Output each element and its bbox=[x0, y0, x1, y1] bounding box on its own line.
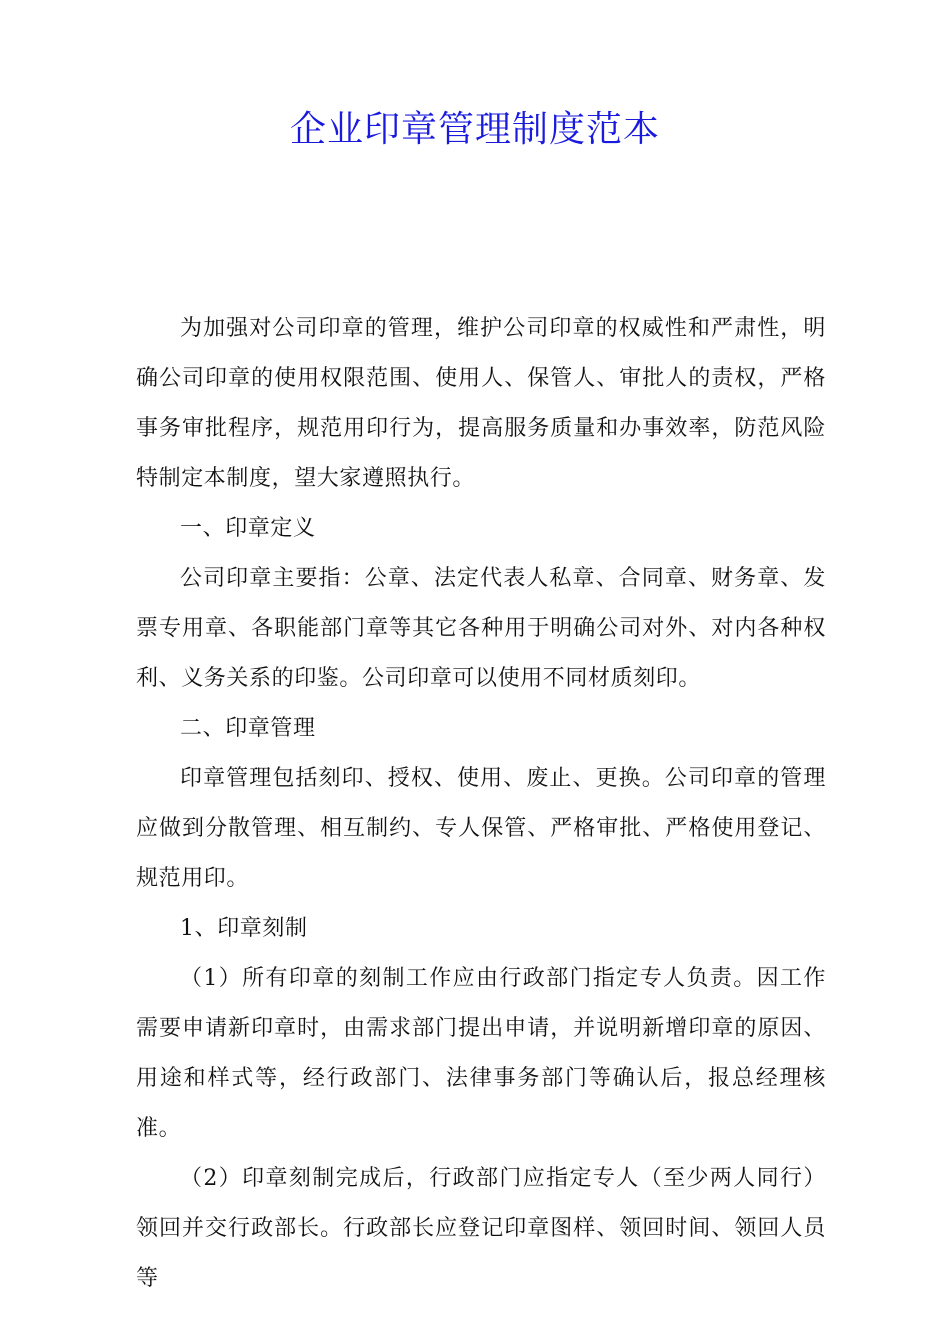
paragraph-seal-management: 印章管理包括刻印、授权、使用、废止、更换。公司印章的管理应做到分散管理、相互制约、专人保管、严格审批、严格使用登记、规范用印。 bbox=[136, 766, 826, 891]
heading-seal-management: 二、印章管理 bbox=[180, 716, 316, 741]
paragraph-engraving-item-1: （1）所有印章的刻制工作应由行政部门指定专人负责。因工作需要申请新印章时，由需求部门提出申请，并说明新增印章的原因、用途和样式等，经行政部门、法律事务部门等确认后，报总经理核准。 bbox=[136, 966, 826, 1141]
document-body bbox=[136, 304, 826, 1304]
heading-seal-engraving: 1、印章刻制 bbox=[180, 916, 308, 941]
paragraph-seal-definition: 公司印章主要指：公章、法定代表人私章、合同章、财务章、发票专用章、各职能部门章等其它各种用于明确公司对外、对内各种权利、义务关系的印鉴。公司印章可以使用不同材质刻印。 bbox=[136, 566, 826, 691]
heading-seal-definition: 一、印章定义 bbox=[180, 516, 316, 541]
paragraph-engraving-item-2: （2）印章刻制完成后，行政部门应指定专人（至少两人同行）领回并交行政部长。行政部长应登记印章图样、领回时间、领回人员等 bbox=[136, 1166, 826, 1291]
document-title: 企业印章管理制度范本 bbox=[289, 109, 660, 150]
paragraph-intro: 为加强对公司印章的管理，维护公司印章的权威性和严肃性，明确公司印章的使用权限范围、使用人、保管人、审批人的责权，严格事务审批程序，规范用印行为，提高服务质量和办事效率，防范风险特制定本制度，望大家遵照执行。 bbox=[136, 316, 826, 491]
